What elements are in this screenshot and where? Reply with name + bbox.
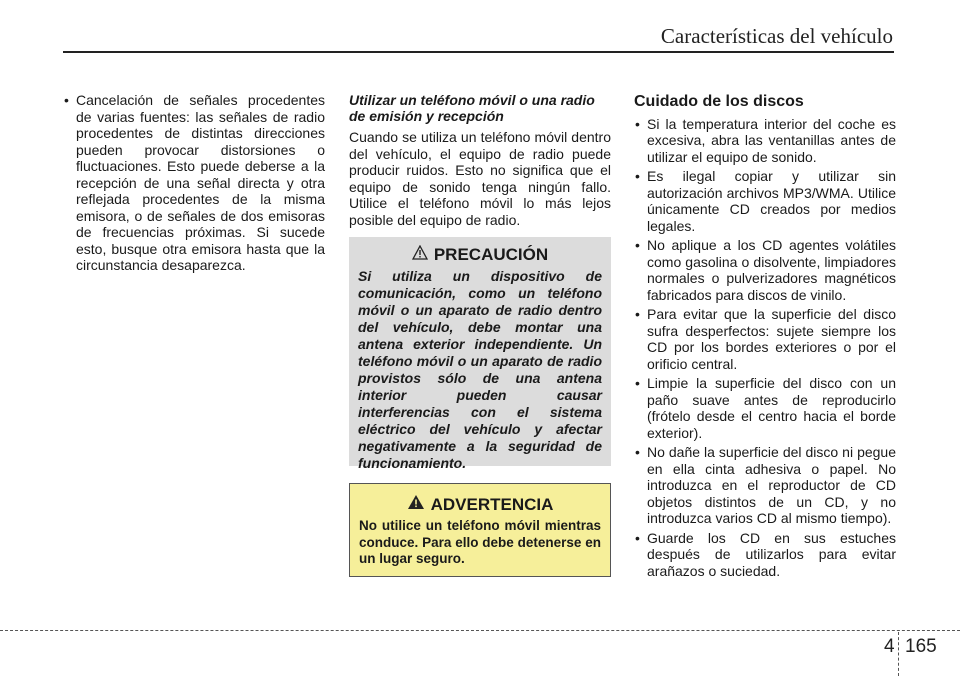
caution-triangle-icon bbox=[412, 245, 428, 265]
chapter-number: 4 bbox=[884, 636, 895, 657]
list-item: • Cancelación de señales procedentes de varias fuentes: las señales de radio procedentes de distintas direcciones pueden provocar distorsiones o fluctuaciones. Esto puede deberse a la recepción de una señal directa y otra reflejada procedentes de la misma emisora, o de señales de dos emisoras de frecuencias próximas. Si sucede esto, busque otra emisora hasta que la circunstancia desaparezca. bbox=[63, 92, 325, 274]
caution-box bbox=[349, 237, 611, 471]
warning-box bbox=[349, 483, 611, 577]
list-item: • Para evitar que la superficie del disco sufra desperfectos: sujete siempre los CD por los bordes exteriores o por el orificio central. bbox=[634, 306, 896, 372]
list-item: • Si la temperatura interior del coche es excesiva, abra las ventanillas antes de utilizar el equipo de sonido. bbox=[634, 116, 896, 166]
list-item: • No aplique a los CD agentes volátiles como gasolina o disolvente, limpiadores normales o pulverizadores magnéticos fabricados para discos de vinilo. bbox=[634, 237, 896, 303]
list-item: • Limpie la superficie del disco con un paño suave antes de reproducirlo (frótelo desde el centro hacia el borde exterior). bbox=[634, 375, 896, 441]
section-subheading: Utilizar un teléfono móvil o una radio de emisión y recepción bbox=[349, 92, 595, 124]
page-header-title: Características del vehículo bbox=[660, 24, 893, 48]
list-item: • Es ilegal copiar y utilizar sin autorización archivos MP3/WMA. Utilice únicamente CD creados por medios legales. bbox=[634, 168, 896, 234]
right-bullet-list bbox=[634, 116, 896, 580]
warning-header bbox=[359, 494, 601, 515]
page-number: 165 bbox=[905, 636, 937, 657]
right-column bbox=[634, 94, 896, 582]
caution-title: PRECAUCIÓN bbox=[433, 245, 549, 264]
warning-text: No utilice un teléfono móvil mientras conduce. Para ello debe detenerse en un lugar seguro. bbox=[359, 518, 601, 566]
warning-title: ADVERTENCIA bbox=[430, 494, 554, 514]
left-bullet-list bbox=[63, 92, 325, 274]
warning-triangle-icon bbox=[407, 494, 425, 515]
page-number-separator bbox=[898, 632, 899, 676]
caution-header bbox=[358, 245, 602, 265]
footer-divider bbox=[0, 630, 960, 631]
section-title: Cuidado de los discos bbox=[634, 93, 804, 110]
caution-text: Si utiliza un dispositivo de comunicación, como un teléfono móvil o un aparato de radio dentro del vehículo, debe montar una antena exterior independiente. Un teléfono móvil o un aparato de radio provistos sólo de una antena interior pueden causar interferencias con el sistema eléctrico del vehículo y afectar negativamente a la seguridad de funcionamiento. bbox=[358, 268, 602, 471]
header-divider bbox=[63, 51, 894, 53]
list-item: • No dañe la superficie del disco ni pegue en ella cinta adhesiva o papel. No introduzca en el reproductor de CD objetos distintos de un CD, y no introduzca varios CD al mismo tiempo). bbox=[634, 444, 896, 527]
middle-column bbox=[349, 92, 611, 228]
left-column bbox=[63, 92, 325, 277]
body-paragraph: Cuando se utiliza un teléfono móvil dentro del vehículo, el equipo de radio puede producir ruidos. Esto no significa que el equipo de sonido tenga ningún fallo. Utilice el teléfono móvil lo más lejos posible del equipo de radio. bbox=[349, 129, 611, 228]
list-item: • Guarde los CD en sus estuches después de utilizarlos para evitar arañazos o suciedad. bbox=[634, 530, 896, 580]
